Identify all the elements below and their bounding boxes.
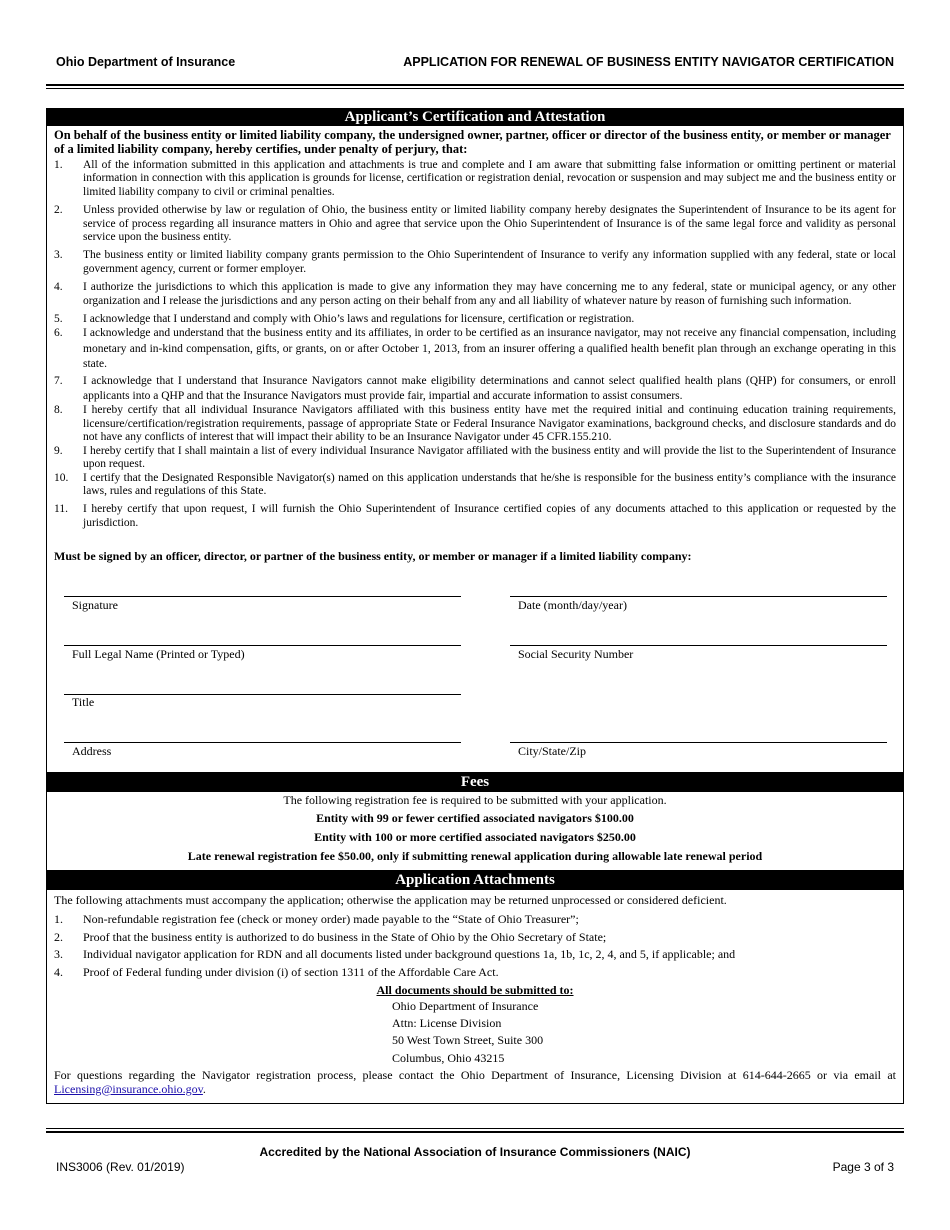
item-text: I acknowledge and understand that the business entity and its affiliates, in order to be certified as an insurance navigator, may not receive any financial compensation, including monetary and in-kind compensation, gifts, or grants, on or after October 1, 2013, from an insurer offering a qualified health benefit plan through an exchange operating in this state.: [83, 327, 896, 370]
address-label: Address: [72, 744, 112, 758]
item-text: I authorize the jurisdictions to which this application is made to give any information they may have concerning me to any federal, state or municipal agency, or any other organization and I release the jurisdictions and any person acting on their behalf from any and all liability of whatever nature by reason of furnishing such information.: [83, 281, 896, 307]
footer-form-id: INS3006 (Rev. 01/2019): [56, 1160, 185, 1174]
city-state-zip-label: City/State/Zip: [518, 744, 586, 758]
signature-input-line[interactable]: [64, 596, 461, 597]
item-number: 8.: [54, 404, 63, 417]
item-number: 9.: [54, 444, 63, 457]
date-label: Date (month/day/year): [518, 598, 627, 612]
title-input-line[interactable]: [64, 694, 461, 695]
mailing-address-line: Columbus, Ohio 43215: [392, 1050, 505, 1065]
header-agency-name: Ohio Department of Insurance: [56, 55, 236, 69]
attachment-item: [54, 946, 896, 964]
attachments-section: [47, 870, 903, 1096]
item-text: Unless provided otherwise by law or regulation of Ohio, the business entity or limited liability company hereby designates the Superintendent of Insurance to be its agent for service of process regarding all insurance matters in Ohio and agree that service upon the Ohio Superintendent of Insurance is of the same legal force and validity as personal service upon the business entity.: [83, 204, 896, 244]
email-link[interactable]: Licensing@insurance.ohio.gov: [54, 1081, 203, 1096]
certification-item: [54, 445, 896, 472]
date-input-line[interactable]: [510, 596, 887, 597]
item-text: I acknowledge that I understand that Insurance Navigators cannot make eligibility determinations and cannot select qualified health plans (QHP) for consumers, or enroll applicants into a QHP and that the Insurance Navigators must provide fair, impartial and accurate information to assist consumers.: [83, 375, 896, 403]
submission-heading: All documents should be submitted to:: [376, 983, 574, 997]
certification-item: [54, 281, 896, 308]
certification-item: [54, 472, 896, 499]
mailing-address-line: Attn: License Division: [392, 1016, 502, 1031]
certification-item: [54, 503, 896, 530]
form-body: [46, 108, 904, 1104]
ssn-label: Social Security Number: [518, 647, 634, 661]
item-number: 5.: [54, 313, 63, 326]
item-text: The business entity or limited liability company grants permission to the Ohio Superintendent of Insurance to verify any information supplied with any federal, state or local government agency, current or former employer.: [83, 249, 896, 275]
item-text: I hereby certify that I shall maintain a list of every individual Insurance Navigator affiliated with the business entity and will provide the list to the Superintendent of Insurance upon request.: [83, 444, 896, 471]
certification-intro: On behalf of the business entity or limited liability company, the undersigned owner, partner, officer or director of the business entity, or member or manager of a limited liability company, hereby certifies, under penalty of perjury, that:: [54, 128, 891, 156]
fee-line-late-renewal: Late renewal registration fee $50.00, only if submitting renewal application during allowable late renewal period: [187, 849, 763, 863]
footer-rule-thin: [46, 1128, 904, 1129]
item-number: 2.: [54, 929, 63, 944]
attachment-item: [54, 929, 896, 947]
item-text: Non-refundable registration fee (check or money order) made payable to the “State of Ohio Treasurer”;: [83, 912, 579, 926]
full-name-label: Full Legal Name (Printed or Typed): [72, 647, 245, 661]
mailing-address-line: Ohio Department of Insurance: [392, 999, 539, 1013]
item-number: 3.: [54, 249, 63, 262]
address-input-line[interactable]: [64, 742, 461, 743]
title-label: Title: [72, 695, 95, 709]
header-form-title: APPLICATION FOR RENEWAL OF BUSINESS ENTITY NAVIGATOR CERTIFICATION: [403, 55, 894, 69]
certification-item: [54, 326, 896, 372]
fee-line-small-entity: Entity with 99 or fewer certified associated navigators $100.00: [316, 811, 634, 825]
fees-section: [47, 772, 903, 866]
header-rule: [46, 84, 904, 86]
attachment-item: [54, 964, 896, 982]
signature-label: Signature: [72, 598, 118, 612]
certification-item: [54, 404, 896, 444]
item-number: 2.: [54, 204, 63, 217]
item-text: Proof of Federal funding under division (i) of section 1311 of the Affordable Care Act.: [83, 964, 499, 979]
item-text: I hereby certify that upon request, I will furnish the Ohio Superintendent of Insurance certified copies of any documents attached to this application or requested by the jurisdiction.: [83, 503, 896, 529]
item-text: Proof that the business entity is authorized to do business in the State of Ohio by the Ohio Secretary of State;: [83, 929, 607, 944]
fees-section-header: Fees: [47, 772, 903, 792]
footer-rule: [46, 1131, 904, 1133]
item-number: 3.: [54, 947, 63, 961]
item-number: 6.: [54, 327, 63, 340]
item-number: 4.: [54, 964, 63, 979]
header-rule-thin: [46, 88, 904, 89]
item-number: 11.: [54, 503, 68, 516]
item-number: 10.: [54, 471, 69, 484]
city-state-zip-input-line[interactable]: [510, 742, 887, 743]
attachments-section-header: Application Attachments: [47, 870, 903, 890]
contact-text-end: .: [202, 1081, 206, 1096]
certification-list: [47, 159, 903, 530]
item-text: I acknowledge that I understand and comply with Ohio’s laws and regulations for licensure, certification or registration.: [83, 313, 635, 326]
item-text: I hereby certify that all individual Insurance Navigators affiliated with this business entity have met the required initial and continuing education training requirements, licensure/certification/registration requirements, passage of appropriate State or Federal Insurance Navigator examinations, background checks, and disclosure standards and do not have any conflicts of interest that will impact their ability to be an Insurance Navigator under 45 CFR.155.210.: [83, 404, 896, 444]
mailing-address-line: 50 West Town Street, Suite 300: [392, 1033, 544, 1048]
footer-page-number: Page 3 of 3: [832, 1160, 894, 1174]
item-number: 4.: [54, 281, 63, 294]
item-text: I certify that the Designated Responsible Navigator(s) named on this application understands that he/she is responsible for the business entity’s compliance with the insurance laws, rules and regulations of this State.: [83, 471, 896, 497]
contact-text: For questions regarding the Navigator registration process, please contact the Ohio Department of Insurance, Licensing Division at 614-644-2665 or via email at: [54, 1067, 896, 1082]
contact-paragraph: [47, 1067, 903, 1096]
footer-accreditation: Accredited by the National Association of Insurance Commissioners (NAIC): [259, 1145, 691, 1159]
certification-item: [54, 249, 896, 276]
fee-line-large-entity: Entity with 100 or more certified associated navigators $250.00: [314, 830, 636, 844]
item-text: Individual navigator application for RDN and all documents listed under background questions 1a, 1b, 1c, 2, 4, and 5, if applicable; and: [83, 947, 736, 961]
certification-item: [54, 313, 896, 326]
certification-section-header: Applicant’s Certification and Attestation: [47, 109, 903, 126]
ssn-input-line[interactable]: [510, 645, 887, 646]
item-number: 1.: [54, 159, 63, 171]
fees-intro: The following registration fee is required to be submitted with your application.: [283, 793, 667, 807]
attachments-list: [47, 911, 903, 981]
signature-requirement-note: Must be signed by an officer, director, or partner of the business entity, or member or manager if a limited liability company:: [54, 549, 692, 563]
certification-item: [54, 374, 896, 404]
full-name-input-line[interactable]: [64, 645, 461, 646]
item-text: All of the information submitted in this application and attachments is true and complete and I am aware that submitting false information or omitting pertinent or material information in connection with this application is grounds for license, certification or registration denial, revocation or suspension and may subject me and the business entity or limited liability company to civil or criminal penalties.: [83, 159, 896, 198]
item-number: 1.: [54, 912, 63, 926]
certification-item: [54, 159, 896, 199]
item-number: 7.: [54, 375, 63, 388]
attachment-item: [54, 911, 896, 929]
certification-item: [54, 204, 896, 244]
attachments-intro: The following attachments must accompany the application; otherwise the application may be returned unprocessed or considered deficient.: [54, 893, 727, 907]
